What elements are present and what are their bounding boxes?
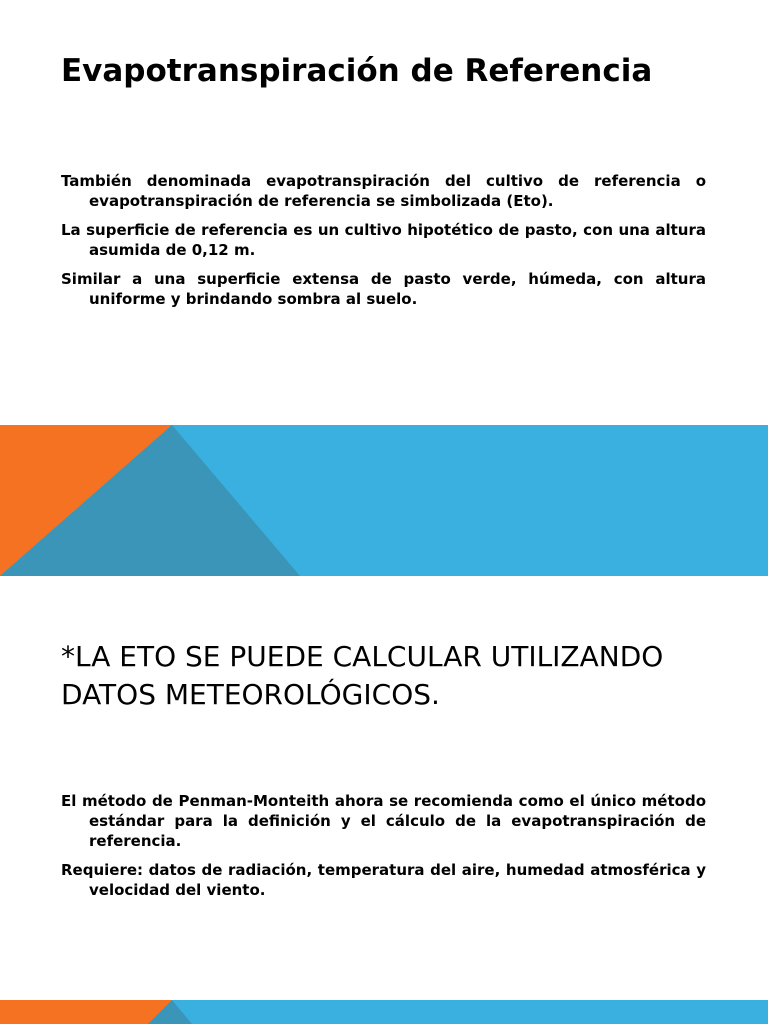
decorative-band xyxy=(0,425,768,576)
bullet-item: También denominada evapotranspiración del cultivo de referencia o evapotranspiración de referencia se simbolizada (Eto). xyxy=(61,172,706,210)
bullet-item: Similar a una superficie extensa de pasto verde, húmeda, con altura uniforme y brindando sombra al suelo. xyxy=(61,270,706,308)
bullet-item: Requiere: datos de radiación, temperatura del aire, humedad atmosférica y velocidad del viento. xyxy=(61,861,706,899)
decorative-band xyxy=(0,1000,768,1024)
bullet-item: El método de Penman-Monteith ahora se recomienda como el único método estándar para la definición y el cálculo de la evapotranspiración de referencia. xyxy=(61,792,706,850)
slide-title: Evapotranspiración de Referencia xyxy=(61,53,653,89)
callout-heading: *LA ETO SE PUEDE CALCULAR UTILIZANDO DATOS METEOROLÓGICOS. xyxy=(61,640,664,711)
bullet-list xyxy=(61,791,706,909)
bullet-item: La superficie de referencia es un cultivo hipotético de pasto, con una altura asumida de 0,12 m. xyxy=(61,221,706,259)
bullet-list xyxy=(61,171,706,318)
